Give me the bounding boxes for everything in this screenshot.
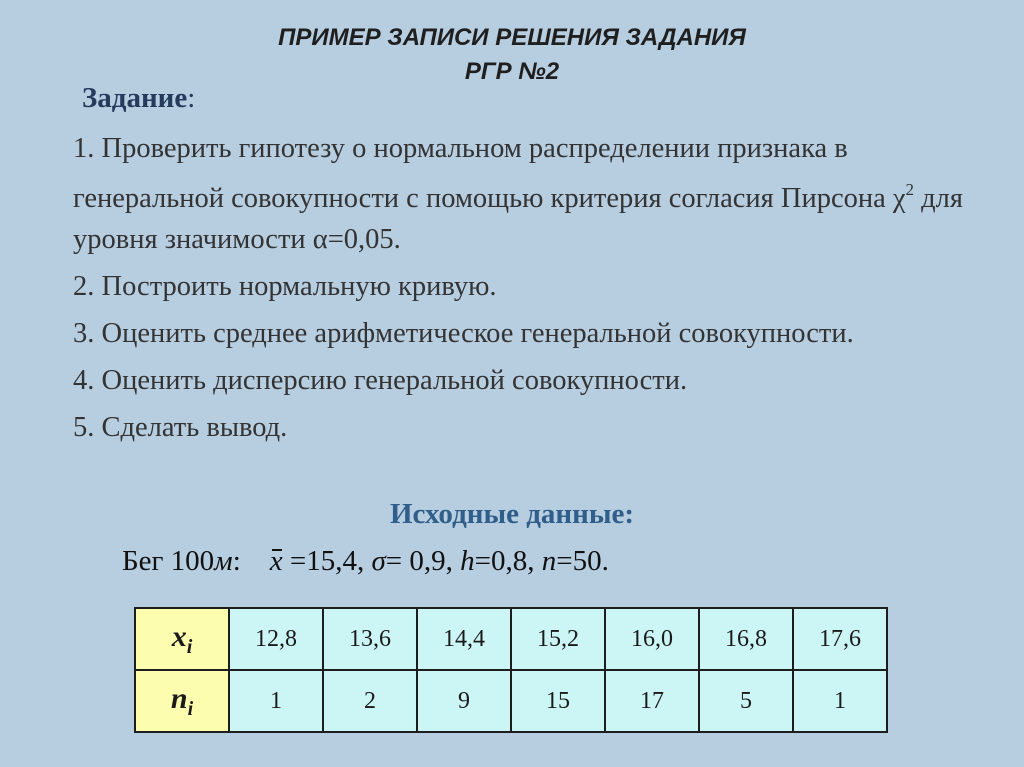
table-cell: 1	[793, 670, 887, 732]
slide-title-line2: РГР №2	[464, 58, 560, 85]
summary-unit: м	[214, 545, 233, 577]
row-header-symbol: x	[171, 619, 187, 653]
task-item-text: Построить нормальную кривую.	[101, 271, 497, 302]
row-header-symbol: n	[170, 681, 188, 715]
source-data-heading: Исходные данные:	[389, 498, 634, 530]
task-item-number: 5.	[73, 412, 95, 443]
row-header-n	[135, 670, 229, 732]
table-cell: 15,2	[511, 608, 605, 670]
table-cell: 5	[699, 670, 793, 732]
table-cell: 9	[417, 670, 511, 732]
summary-label: Бег 100	[122, 545, 215, 577]
sigma-symbol: σ	[371, 545, 386, 577]
mean-value: =15,4,	[289, 545, 365, 577]
table-cell: 17	[605, 670, 699, 732]
task-item-1	[73, 128, 973, 260]
task-list	[73, 128, 973, 454]
chi-square-exponent: 2	[905, 180, 915, 199]
task-item-number: 2.	[73, 271, 95, 302]
task-item-3	[73, 313, 973, 354]
n-symbol: n	[541, 545, 557, 577]
h-value: =0,8,	[474, 545, 535, 577]
row-header-x	[135, 608, 229, 670]
task-heading-text: Задание	[82, 82, 188, 114]
table-cell: 17,6	[793, 608, 887, 670]
row-header-subscript: i	[186, 635, 193, 658]
table-row-x	[135, 608, 887, 670]
frequency-table	[134, 607, 888, 733]
row-header-subscript: i	[187, 697, 194, 720]
table-cell: 2	[323, 670, 417, 732]
task-item-text: Оценить дисперсию генеральной совокупности.	[101, 365, 688, 396]
task-item-text: для уровня значимости α=0,05.	[73, 183, 964, 255]
table-cell: 13,6	[323, 608, 417, 670]
table-cell: 16,0	[605, 608, 699, 670]
task-item-text: Оценить среднее арифметическое генеральной совокупности.	[101, 318, 854, 349]
task-item-number: 1.	[73, 133, 95, 164]
mean-symbol: x	[269, 545, 283, 577]
table-cell: 12,8	[229, 608, 323, 670]
table-cell: 16,8	[699, 608, 793, 670]
slide-title-line1: ПРИМЕР ЗАПИСИ РЕШЕНИЯ ЗАДАНИЯ	[278, 24, 746, 51]
task-item-number: 3.	[73, 318, 95, 349]
task-heading: Задание:	[82, 82, 196, 114]
task-item-number: 4.	[73, 365, 95, 396]
h-symbol: h	[460, 545, 475, 577]
source-data-summary: Бег 100м: x =15,4, σ= 0,9, h=0,8, n=50.	[122, 545, 609, 577]
table-cell: 15	[511, 670, 605, 732]
task-item-text: Сделать вывод.	[101, 412, 288, 443]
table-cell: 14,4	[417, 608, 511, 670]
sigma-value: = 0,9,	[385, 545, 453, 577]
task-item-4	[73, 360, 973, 401]
n-value: =50.	[556, 545, 609, 577]
task-item-2	[73, 266, 973, 307]
table-row-n	[135, 670, 887, 732]
task-item-5	[73, 407, 973, 448]
table-cell: 1	[229, 670, 323, 732]
task-item-text: Проверить гипотезу о нормальном распределении признака в генеральной совокупности с помощью критерия согласия Пирсона χ	[73, 133, 906, 214]
